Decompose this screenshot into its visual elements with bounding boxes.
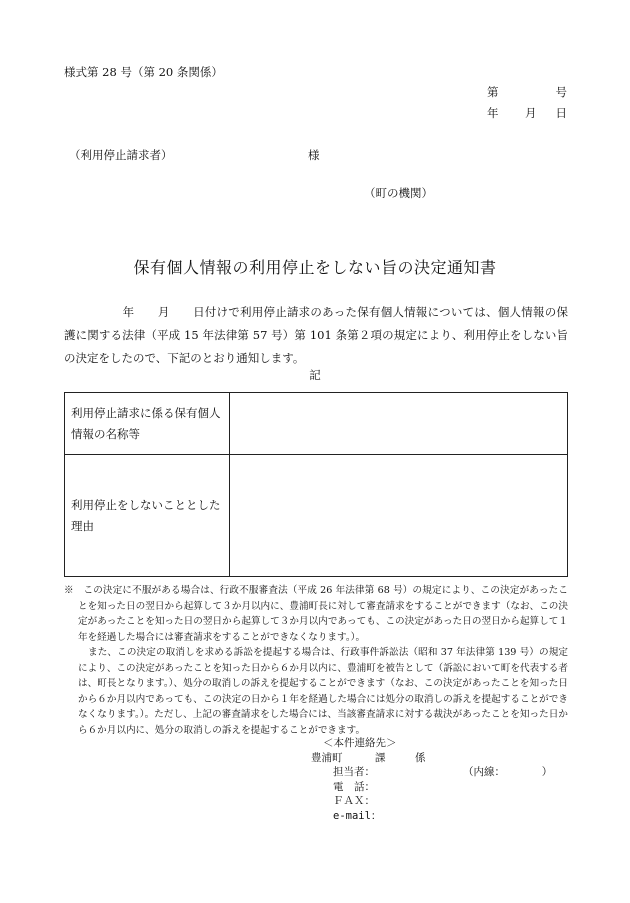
row1-label: 利用停止請求に係る保有個人情報の名称等 [65,393,230,455]
addressee-label: （利用停止請求者） [69,148,173,162]
contact-heading: ＜本件連絡先＞ [323,737,397,749]
appeal-note-review: ※ この決定に不服がある場合は、行政不服審査法（平成 26 年法律第 68 号）の規定により、この決定があったことを知った日の翌日から起算して３か月以内に、豊浦町長に対して審査請求をすることができます（なお、この決定があったことを知った日の翌日から起算して３か月以内であっても、この決定があった日の翌日から起算して１年を経過した場合には審査請求をすることができなくなります。）。 [64,585,568,643]
issuer-label: （町の機関） [364,186,433,200]
document-title: 保有個人情報の利用停止をしない旨の決定通知書 [133,258,497,277]
form-number: 様式第 28 号（第 20 条関係） [64,65,223,79]
row2-label: 利用停止をしないこととした理由 [65,455,230,577]
table-row [65,455,568,577]
info-table [64,392,568,577]
row1-value [230,393,568,455]
appeal-note-lawsuit: また、この決定の取消しを求める訴訟を提起する場合は、行政事件訴訟法（昭和 37 年法律第 139 号）の規定により、この決定があったことを知った日から６か月以内に、豊浦町を被告として（訴訟において町を代表する者は、町長となります。）、処分の取消しの訴えを提起することができます（なお、この決定があったことを知った日から６か月以内であっても、この決定の日から１年を経過した場合には処分の取消しの訴えを提起することができなくなります。）。ただし、上記の審査請求をした場合には、当該審査請求に対する裁決があったことを知った日から６か月以内に、処分の取消しの訴えを提起することができます。 [78,647,568,736]
date-year: 年 [487,106,499,120]
contact-extension: （内線： ） [463,766,553,778]
contact-email-label: e-mail： [333,809,382,822]
date-day: 日 [555,106,567,120]
table-row [65,393,568,455]
contact-fax-label: ＦＡＸ： [333,795,375,807]
body-paragraph: 年 月 日付けで利用停止請求のあった保有個人情報については、個人情報の保護に関する法律（平成 15 年法律第 57 号）第 101 条第２項の規定により、利用停止をしない旨の決定をしたので、下記のとおり通知します。 [64,305,568,365]
addressee-honorific: 様 [308,148,320,162]
contact-person-label: 担当者： [333,766,375,778]
ki-marker: 記 [309,368,321,382]
contact-dept-town: 豊浦町 [311,751,343,764]
contact-phone-label: 電 話： [333,780,375,793]
row2-value [230,455,568,577]
date-month: 月 [525,106,537,120]
document-number-label: 第 [487,85,499,99]
document-number-suffix: 号 [555,85,567,99]
contact-dept-kakari: 係 [415,751,426,764]
appeal-notes [64,583,568,738]
contact-dept-ka: 課 [375,751,386,764]
